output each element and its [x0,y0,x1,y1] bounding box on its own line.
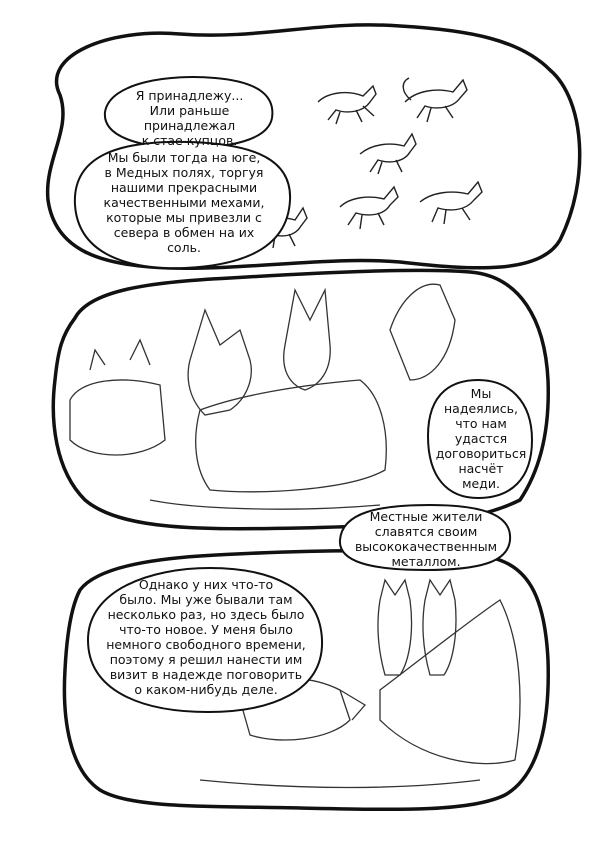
speech-bubble-4: Местные жители славятся своим высококачественным металлом. [354,509,498,569]
speech-bubble-3: Мы надеялись, что нам удастся договориться насчёт меди. [435,386,527,491]
speech-bubble-1: Я принадлежу... Или раньше принадлежал к стае купцов. [135,88,244,148]
speech-bubble-2: Мы были тогда на юге, в Медных полях, торгуя нашими прекрасными качественными мехами, которые мы привезли с севера в обмен на их соль. [103,150,265,255]
speech-bubble-5: Однако у них что-то было. Мы уже бывали там несколько раз, но здесь было что-то новое. У меня было немного свободного времени, поэтому я решил нанести им визит в надежде поговорить о каком-нибудь деле. [106,577,306,697]
